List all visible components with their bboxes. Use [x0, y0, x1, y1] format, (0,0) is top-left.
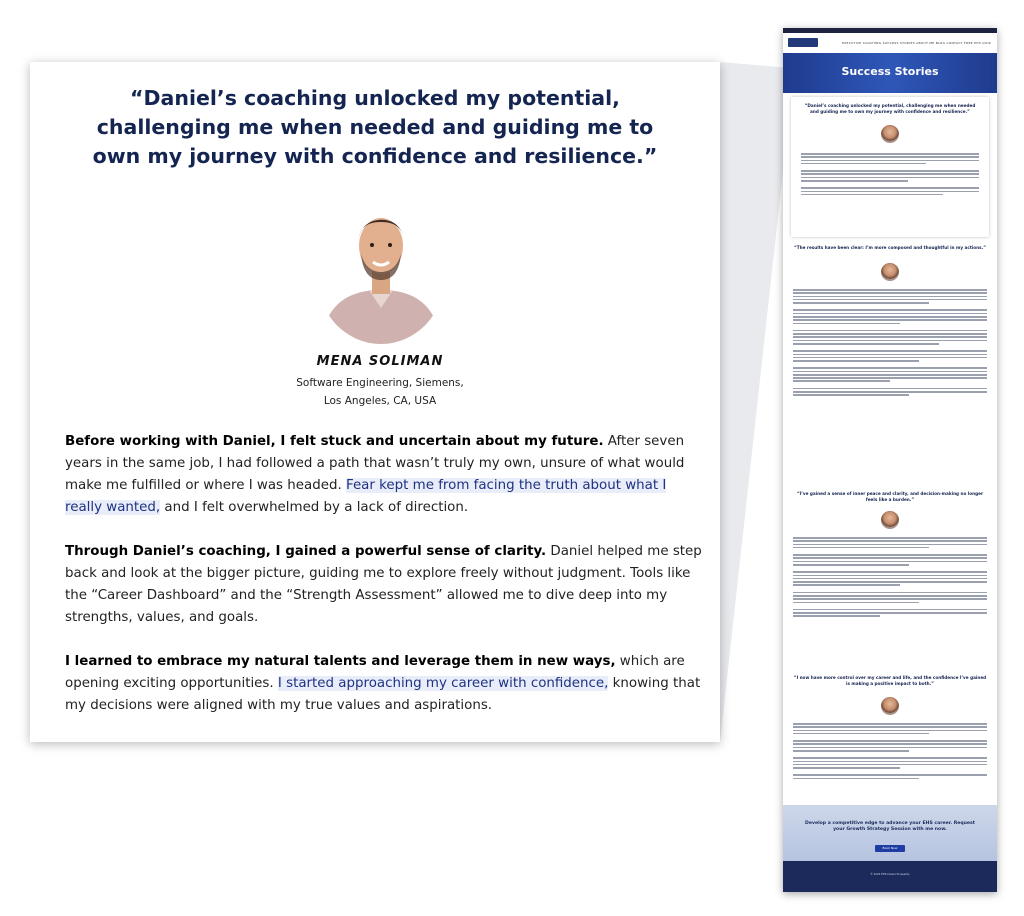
footer-text: © 2024 EHS Career Prosperity	[870, 873, 910, 876]
story-body-3	[793, 537, 987, 619]
paragraph-text: and I felt overwhelmed by a lack of direction.	[160, 500, 469, 515]
paragraph-lead: Before working with Daniel, I felt stuck and uncertain about my future.	[65, 434, 604, 449]
story-quote-2: “The results have been clear: I’m more composed and thoughtful in my actions.”	[794, 245, 986, 250]
paragraph-text: knowing that my decisions were aligned with my true values and aspirations.	[65, 676, 701, 713]
person-photo	[317, 198, 445, 344]
person-role	[230, 374, 530, 410]
paragraph-text: Daniel helped me step back and look at the bigger picture, guiding me to explore freely without judgment. Tools like the “Career Dashboard” and the “Strength Assessment” allowed me to dive deep into my strengths, values, and goals.	[65, 544, 702, 625]
story-quote-3: “I’ve gained a sense of inner peace and clarity, and decision-making no longer feels like a burden.”	[796, 491, 984, 502]
cta-text: Develop a competitive edge to advance your EHS career. Request your Growth Strategy Session with me now.	[805, 821, 975, 832]
paragraph-highlight: I started approaching my career with confidence,	[277, 676, 609, 691]
site-nav	[783, 33, 997, 53]
testimonial-card	[30, 62, 720, 742]
testimonial-paragraph-1	[65, 431, 705, 519]
story-avatar-1	[881, 125, 899, 143]
site-footer	[783, 861, 997, 892]
paragraph-text: which are opening exciting opportunities.	[65, 654, 685, 691]
story-avatar-2	[881, 263, 899, 281]
story-body-4	[793, 723, 987, 781]
story-body-2	[793, 289, 987, 398]
person-name: MENA SOLIMAN	[316, 354, 444, 369]
person-role-line1: Software Engineering, Siemens,	[296, 377, 464, 389]
page-thumbnail	[783, 28, 997, 892]
site-logo	[788, 38, 818, 47]
story-card-1	[791, 97, 989, 237]
story-avatar-3	[881, 511, 899, 529]
site-menu: EXECUTIVE COACHING SUCCESS STORIES ABOUT ME BLOG CONTACT FREE EHS QUIZ	[841, 41, 991, 45]
story-quote-1: “Daniel’s coaching unlocked my potential, challenging me when needed and guiding me to own my journey with confidence and resilience.”	[804, 103, 976, 114]
hero-title: Success Stories	[841, 65, 939, 78]
cta-section	[783, 805, 997, 861]
testimonial-paragraph-2	[65, 541, 705, 629]
paragraph-text: After seven years in the same job, I had followed a path that wasn’t truly my own, unsure of what would make me fulfilled or where I was headed.	[65, 434, 685, 493]
story-avatar-4	[881, 697, 899, 715]
paragraph-lead: Through Daniel’s coaching, I gained a powerful sense of clarity.	[65, 544, 547, 559]
testimonial-quote: “Daniel’s coaching unlocked my potential, challenging me when needed and guiding me to own my journey with confidence and resilience.”	[92, 86, 658, 168]
story-body-1	[801, 153, 979, 197]
hero-banner	[783, 53, 997, 93]
paragraph-highlight: Fear kept me from facing the truth about what I really wanted,	[65, 478, 667, 515]
stories-section	[783, 93, 997, 805]
testimonial-paragraph-3	[65, 651, 705, 717]
person-role-line2: Los Angeles, CA, USA	[323, 395, 437, 407]
paragraph-lead: I learned to embrace my natural talents and leverage them in new ways,	[65, 654, 616, 669]
cta-button[interactable]: Book Now	[875, 845, 905, 852]
story-quote-4: “I now have more control over my career and life, and the confidence I’ve gained is making a positive impact to both.”	[793, 675, 987, 686]
